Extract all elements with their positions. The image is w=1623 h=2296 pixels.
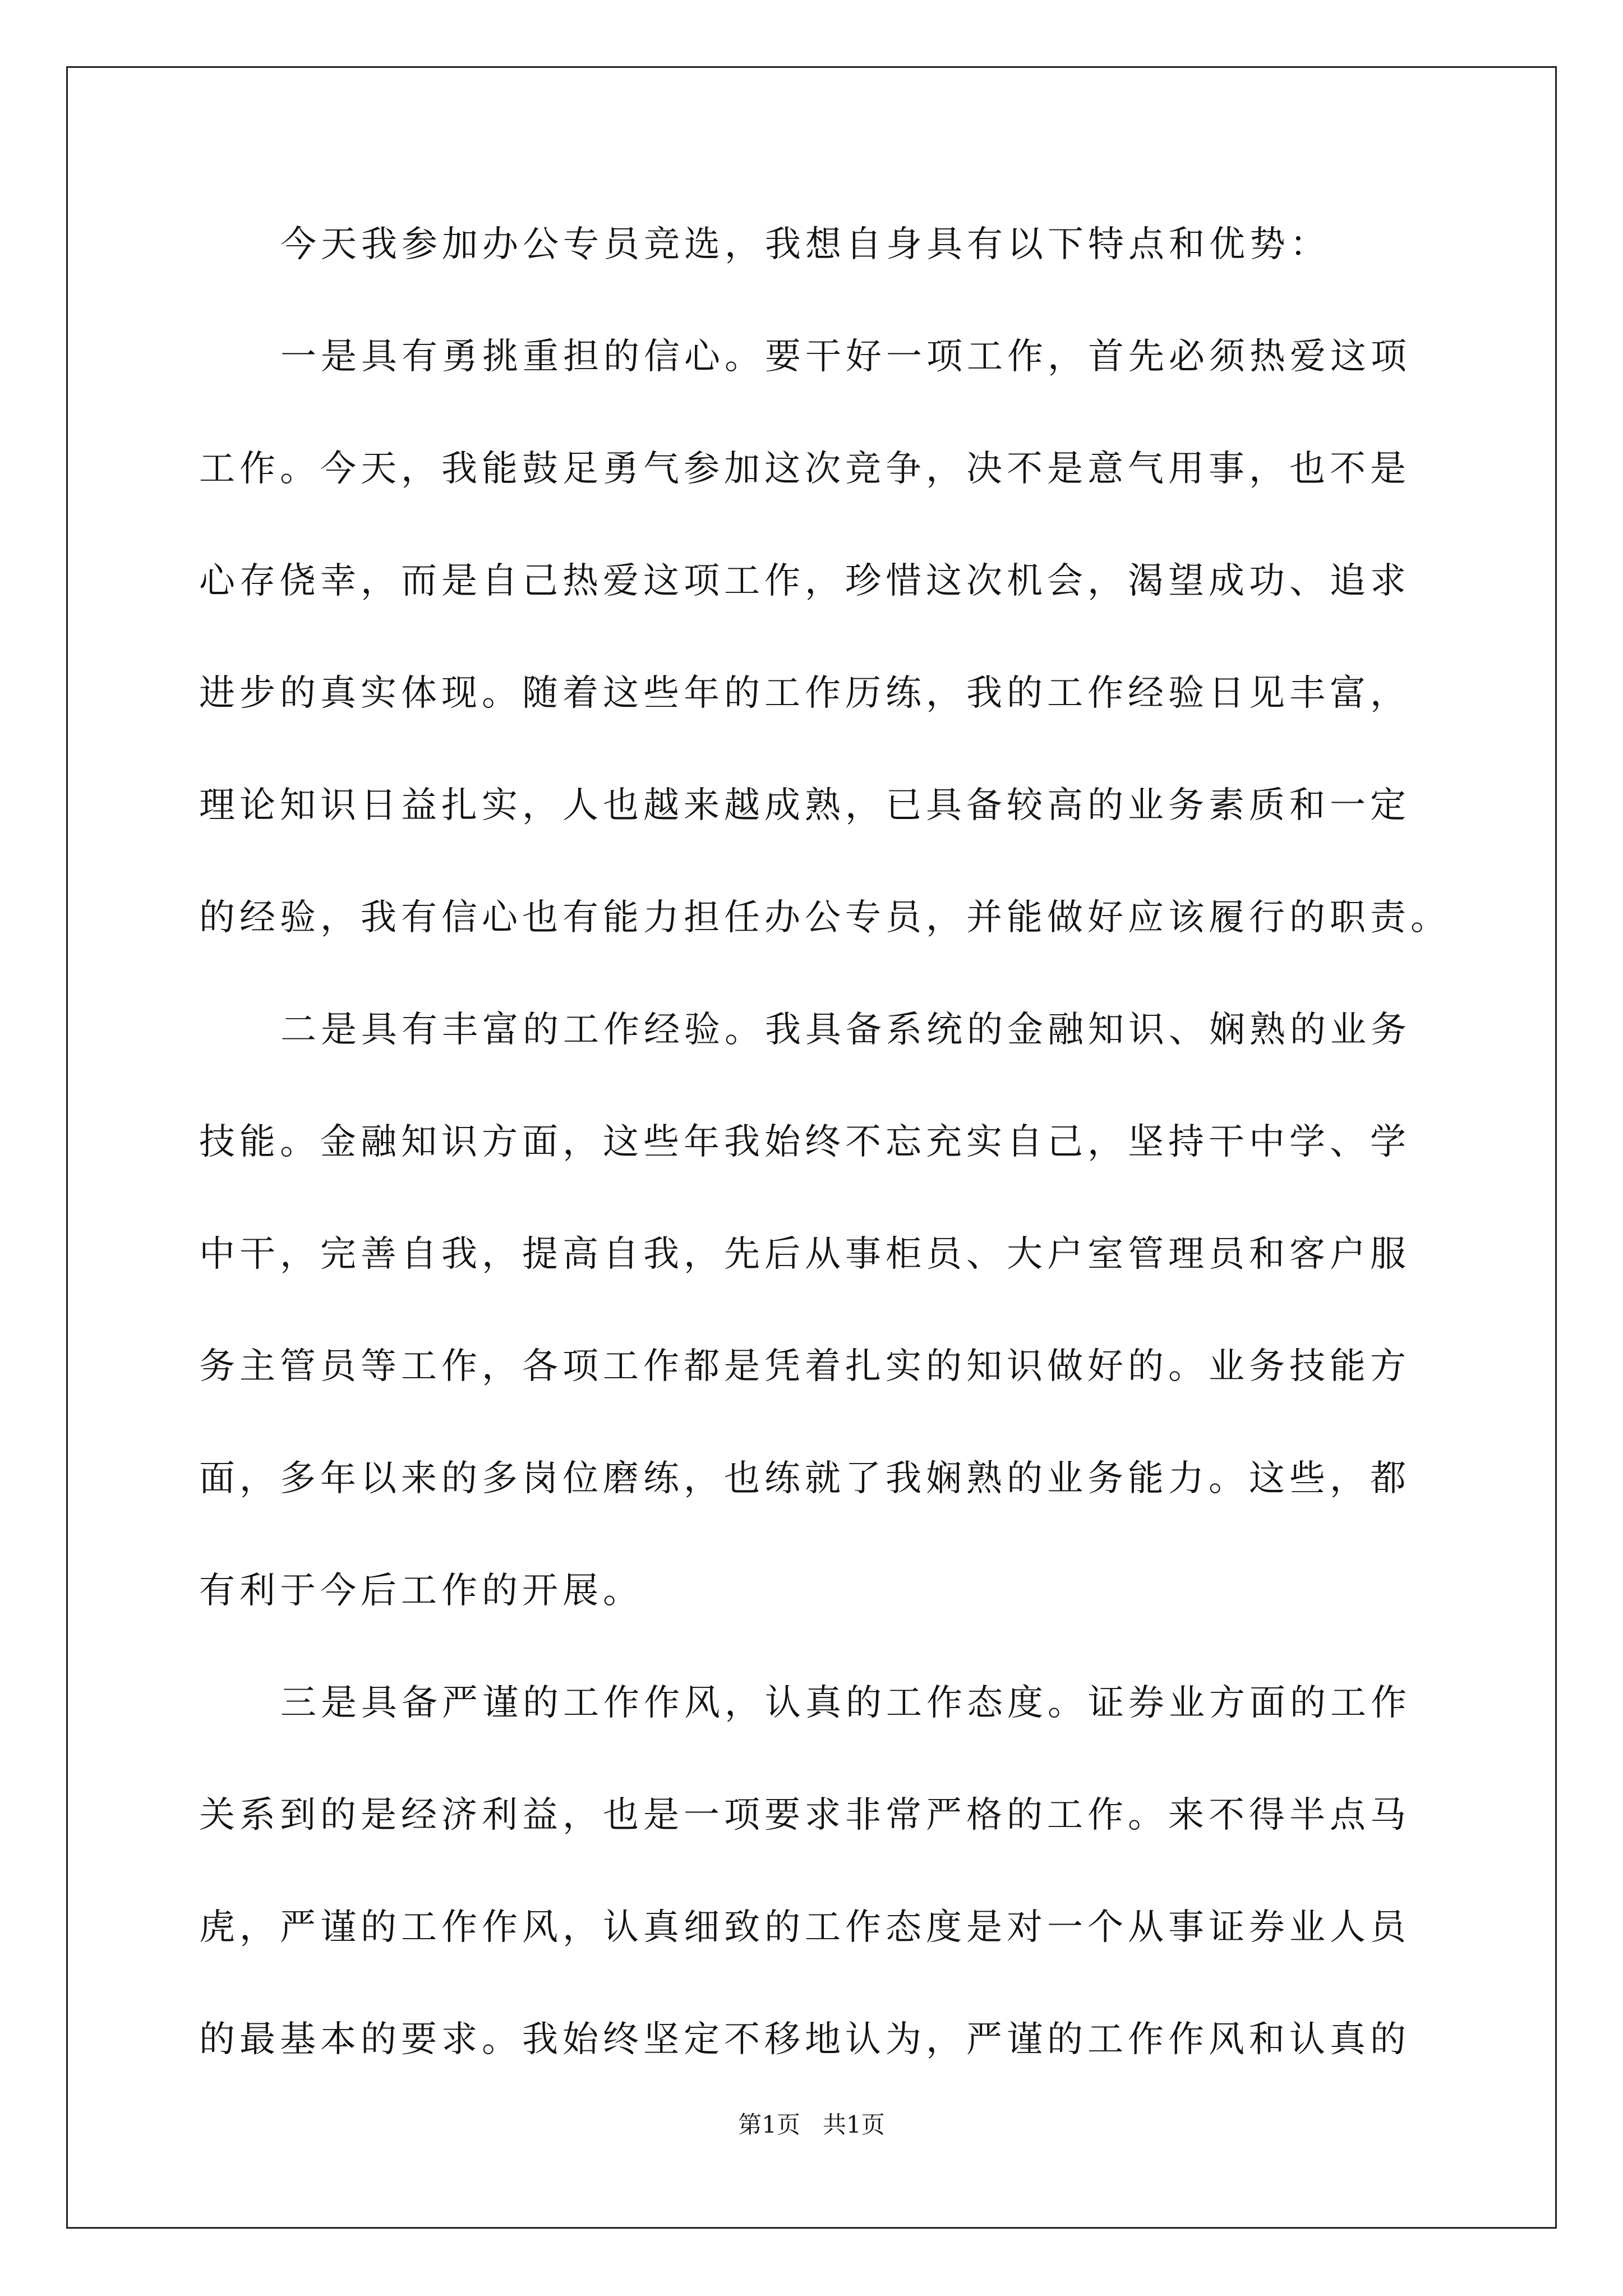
paragraph-3-line-4: 务主管员等工作，各项工作都是凭着扎实的知识做好的。业务技能方: [199, 1346, 1410, 1387]
paragraph-3-line-2: 技能。金融知识方面，这些年我始终不忘充实自己，坚持干中学、学: [199, 1121, 1410, 1163]
paragraph-4-line-4: 的最基本的要求。我始终坚定不移地认为，严谨的工作作风和认真的: [199, 2019, 1410, 2060]
paragraph-3-line-1: 二是具有丰富的工作经验。我具备系统的金融知识、娴熟的业务: [280, 1009, 1411, 1051]
paragraph-3-line-6: 有利于今后工作的开展。: [199, 1570, 643, 1612]
paragraph-4-line-2: 关系到的是经济利益，也是一项要求非常严格的工作。来不得半点马: [199, 1795, 1410, 1836]
paragraph-2-line-5: 理论知识日益扎实，人也越来越成熟，已具备较高的业务素质和一定: [199, 785, 1410, 826]
paragraph-3-line-3: 中干，完善自我，提高自我，先后从事柜员、大户室管理员和客户服: [199, 1234, 1410, 1275]
paragraph-4-line-1: 三是具备严谨的工作作风，认真的工作态度。证券业方面的工作: [280, 1682, 1411, 1724]
paragraph-3-line-5: 面，多年以来的多岗位磨练，也练就了我娴熟的业务能力。这些，都: [199, 1458, 1410, 1499]
page-footer: 第1页 共1页: [738, 2111, 885, 2138]
paragraph-2-line-1: 一是具有勇挑重担的信心。要干好一项工作，首先必须热爱这项: [280, 336, 1411, 378]
paragraph-2-line-6: 的经验，我有信心也有能力担任办公专员，并能做好应该履行的职责。: [199, 897, 1451, 938]
paragraph-2-line-4: 进步的真实体现。随着这些年的工作历练，我的工作经验日见丰富，: [199, 673, 1410, 714]
paragraph-2-line-3: 心存侥幸，而是自己热爱这项工作，珍惜这次机会，渴望成功、追求: [199, 560, 1410, 602]
paragraph-4-line-3: 虎，严谨的工作作风，认真细致的工作态度是对一个从事证券业人员: [199, 1907, 1410, 1948]
paragraph-2-line-2: 工作。今天，我能鼓足勇气参加这次竞争，决不是意气用事，也不是: [199, 448, 1410, 490]
paragraph-1-line-1: 今天我参加办公专员竞选，我想自身具有以下特点和优势：: [280, 224, 1330, 265]
